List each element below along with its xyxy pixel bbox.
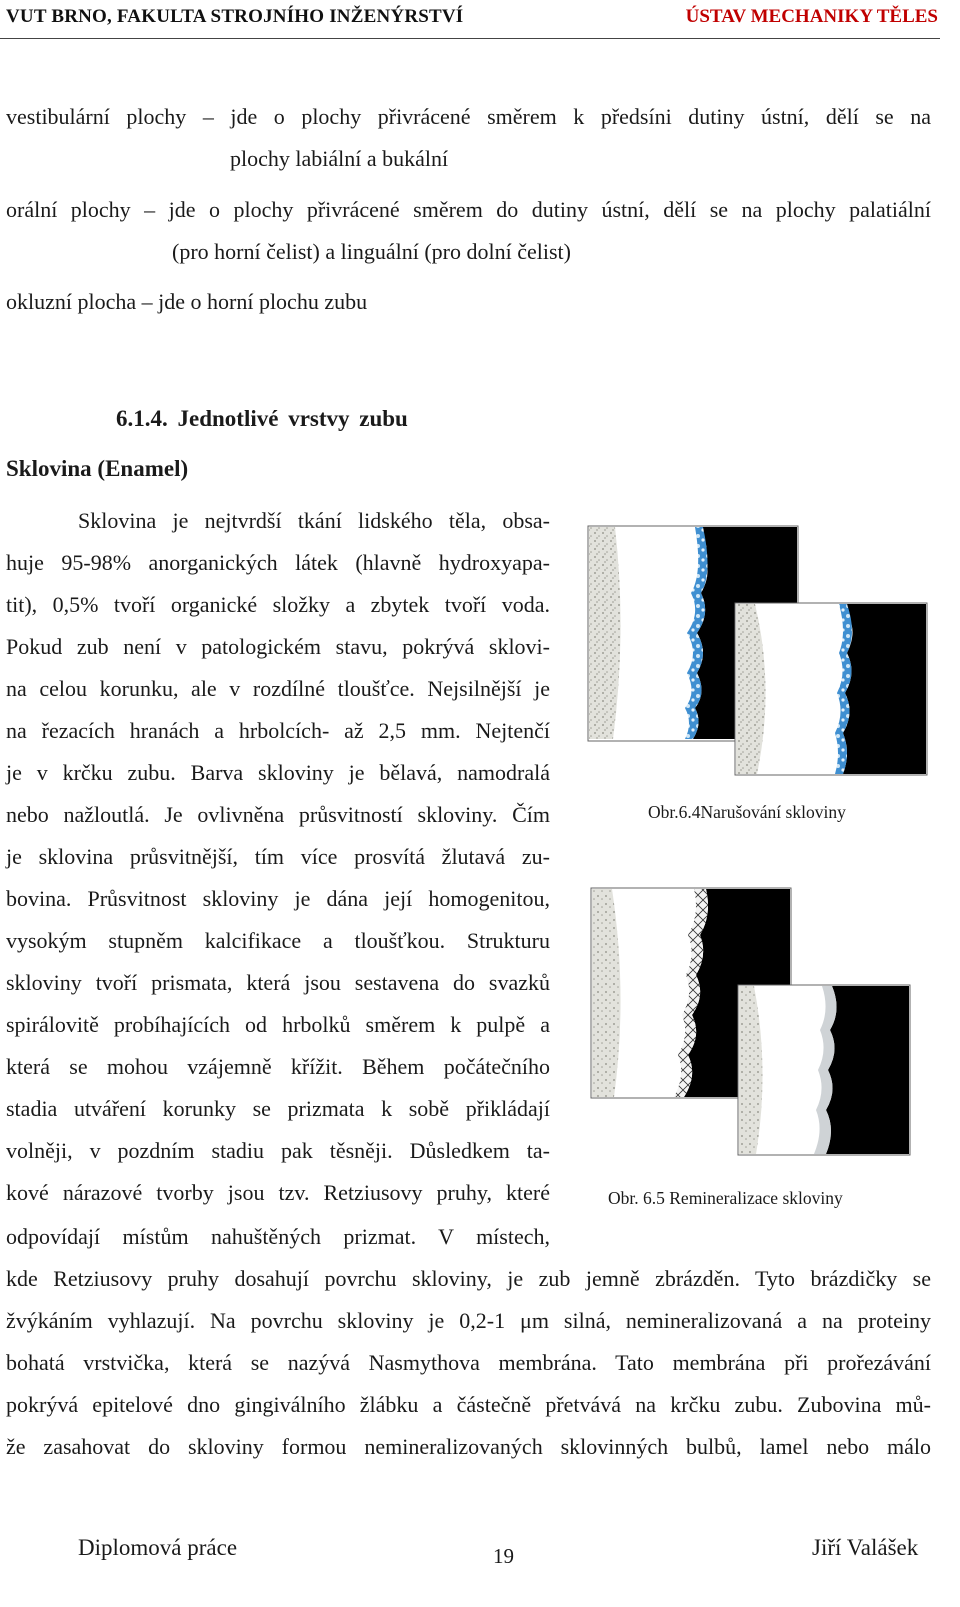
definition-line: okluzní plocha – jde o horní plochu zubu — [6, 289, 368, 314]
paragraph-line: nebo nažloutlá. Je ovlivněna průsvitností skloviny. Čím — [6, 802, 550, 827]
figure-caption: Obr. 6.5 Remineralizace skloviny — [608, 1188, 843, 1208]
header-department: ÚSTAV MECHANIKY TĚLES — [685, 6, 938, 27]
paragraph-line: spirálovitě probíhajících od hrbolků směrem k pulpě a — [6, 1012, 550, 1037]
paragraph-line: skloviny tvoří prismata, která jsou sestavena do svazků — [6, 970, 550, 995]
paragraph-line: bovina. Průsvitnost skloviny je dána její homogenitou, — [6, 886, 550, 911]
paragraph-line: na celou korunku, ale v rozdílné tloušťce. Nejsilnější je — [6, 676, 550, 701]
definition-line: plochy labiální a bukální — [230, 146, 449, 171]
paragraph-line: je sklovina průsvitnější, tím více prosvítá žlutavá zu- — [6, 844, 550, 869]
paragraph-line: Sklovina je nejtvrdší tkání lidského těla, obsa- — [78, 508, 550, 533]
paragraph-line: tit), 0,5% tvoří organické složky a zbytek tvoří voda. — [6, 592, 550, 617]
definition-line: (pro horní čelist) a linguální (pro dolní čelist) — [172, 239, 571, 264]
paragraph-line: Pokud zub není v patologickém stavu, pokrývá sklovi- — [6, 634, 550, 659]
paragraph-line: bohatá vrstvička, která se nazývá Nasmythova membrána. Tato membrána při prořezávání — [6, 1350, 931, 1375]
enamel-erosion-figure — [585, 523, 930, 778]
paragraph-line: na řezacích hranách a hrbolcích- až 2,5 mm. Nejtenčí — [6, 718, 550, 743]
paragraph-line: pokrývá epitelové dno gingiválního žlábku a částečně přetvává na krčku zubu. Zubovina mů- — [6, 1392, 931, 1417]
definition-line: orální plochy – jde o plochy přivrácené směrem do dutiny ústní, dělí se na plochy palatiální — [6, 197, 931, 222]
paragraph-line: volněji, v pozdním stadiu pak těsněji. Důsledkem ta- — [6, 1138, 550, 1163]
page-number: 19 — [493, 1544, 514, 1568]
definition-line: vestibulární plochy – jde o plochy přivrácené směrem k předsíni dutiny ústní, dělí se na — [6, 104, 931, 129]
footer-author: Jiří Valášek — [812, 1535, 919, 1560]
subsection-title: Sklovina (Enamel) — [6, 456, 189, 481]
paragraph-line: je v krčku zubu. Barva skloviny je bělavá, namodralá — [6, 760, 550, 785]
paragraph-line: žvýkáním vyhlazují. Na povrchu skloviny je 0,2-1 μm silná, nemineralizovaná a na proteiny — [6, 1308, 931, 1333]
paragraph-line: stadia utváření korunky se prizmata k sobě přikládají — [6, 1096, 550, 1121]
header-institution: VUT BRNO, FAKULTA STROJNÍHO INŽENÝRSTVÍ — [6, 6, 464, 27]
paragraph-line: huje 95-98% anorganických látek (hlavně hydroxyapa- — [6, 550, 550, 575]
section-title: 6.1.4. Jednotlivé vrstvy zubu — [116, 406, 408, 431]
paragraph-line: kové nárazové tvorby jsou tzv. Retziusovy pruhy, které — [6, 1180, 550, 1205]
tooth-section-front — [735, 603, 927, 775]
paragraph-line: že zasahovat do skloviny formou nemineralizovaných sklovinných bulbů, lamel nebo málo — [6, 1434, 931, 1459]
header-rule — [0, 38, 940, 39]
footer-thesis-label: Diplomová práce — [78, 1535, 238, 1560]
paragraph-line: odpovídají místům nahuštěných prizmat. V místech, — [6, 1224, 550, 1249]
enamel-remineralization-figure — [588, 885, 913, 1157]
paragraph-line: vysokým stupněm kalcifikace a tloušťkou. Strukturu — [6, 928, 550, 953]
paragraph-line: která se mohou vzájemně křížit. Během počátečního — [6, 1054, 550, 1079]
paragraph-line: kde Retziusovy pruhy dosahují povrchu skloviny, je zub jemně zbrázděn. Tyto brázdičky se — [6, 1266, 931, 1291]
remineralizing-section-front — [738, 985, 910, 1155]
figure-caption: Obr.6.4Narušování skloviny — [648, 802, 846, 822]
